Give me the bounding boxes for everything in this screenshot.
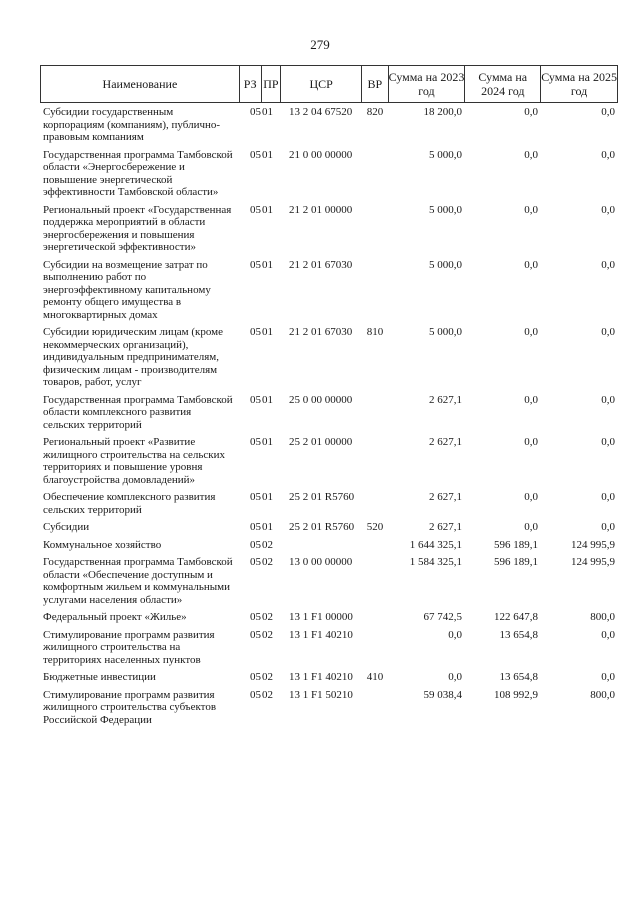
row-sum-2024: 0,0: [524, 258, 538, 271]
row-vr: [362, 611, 388, 624]
row-sum-2023: 0,0: [448, 628, 462, 641]
page-number: 279: [310, 37, 330, 52]
row-csr: 21 0 00 00000: [289, 148, 353, 161]
row-csr: 25 2 01 R5760: [289, 521, 355, 533]
row-sum-2024: 13 654,8: [499, 628, 538, 641]
row-sum-2024: 0,0: [524, 521, 538, 533]
row-sum-2025: 800,0: [590, 611, 615, 623]
row-vr: [362, 394, 388, 432]
header-vr: ВР: [361, 66, 388, 102]
header-pr: ПР: [261, 66, 281, 102]
table-row: [40, 149, 618, 199]
table-row: [40, 259, 618, 322]
row-sum-2025: 0,0: [601, 393, 615, 406]
row-csr: 13 1 F1 50210: [289, 688, 353, 701]
row-name: Федеральный проект «Жилье»: [43, 611, 187, 623]
header-name: Наименование: [40, 66, 239, 102]
row-sum-2024: 108 992,9: [494, 688, 538, 701]
row-sum-2023: 2 627,1: [429, 521, 462, 533]
row-csr: 21 2 01 00000: [289, 203, 353, 216]
row-sum-2025: 0,0: [601, 436, 615, 448]
row-vr: 410: [366, 671, 384, 683]
row-pr: 02: [262, 611, 273, 623]
row-vr: [362, 436, 388, 486]
row-sum-2024: 0,0: [524, 148, 538, 161]
table-row: [40, 521, 618, 534]
table-header: [40, 65, 618, 103]
row-sum-2024: 596 189,1: [494, 556, 538, 568]
row-rz: 05: [250, 538, 261, 551]
row-sum-2025: 0,0: [601, 671, 615, 683]
row-name: Коммунальное хозяйство: [43, 538, 162, 551]
row-rz: 05: [250, 148, 261, 161]
row-sum-2025: 0,0: [601, 258, 615, 271]
row-name: Бюджетные инвестиции: [43, 671, 156, 683]
table-row: [40, 394, 618, 432]
header-sum-2023: Сумма на 2023 год: [388, 66, 465, 102]
row-csr: 25 0 00 00000: [289, 393, 353, 406]
row-vr: [362, 149, 388, 199]
row-csr: 13 1 F1 40210: [289, 671, 353, 683]
row-csr: 25 2 01 00000: [289, 436, 353, 448]
row-sum-2024: 0,0: [524, 436, 538, 448]
table-row: [40, 491, 618, 516]
row-csr: 25 2 01 R5760: [289, 491, 355, 503]
row-csr: 13 1 F1 40210: [289, 628, 353, 641]
row-pr: 01: [262, 258, 273, 271]
row-rz: 05: [250, 556, 261, 568]
row-rz: 05: [250, 436, 261, 448]
table-body: [40, 106, 618, 726]
row-rz: 05: [250, 611, 261, 623]
row-rz: 05: [250, 106, 261, 118]
row-vr: [362, 556, 388, 606]
row-sum-2023: 2 627,1: [429, 436, 462, 448]
row-sum-2023: 2 627,1: [429, 491, 462, 503]
table-row: [40, 326, 618, 389]
table-row: [40, 611, 618, 624]
row-vr: [362, 539, 388, 552]
table-row: [40, 689, 618, 727]
row-rz: 05: [250, 491, 261, 503]
row-rz: 05: [250, 688, 261, 701]
row-sum-2023: 5 000,0: [429, 148, 462, 161]
row-csr: 21 2 01 67030: [289, 258, 353, 271]
row-sum-2023: 5 000,0: [429, 326, 462, 338]
row-sum-2024: 0,0: [524, 203, 538, 216]
row-vr: [362, 629, 388, 667]
row-csr: 13 2 04 67520: [289, 106, 353, 118]
row-vr: [362, 689, 388, 727]
row-sum-2024: 0,0: [524, 393, 538, 406]
row-sum-2024: 0,0: [524, 491, 538, 503]
table-row: [40, 106, 618, 144]
row-name: Региональный проект «Развитие жилищного строительства на сельских территориях и повышение уровня благоустройства домовладений»: [43, 436, 226, 486]
row-name: Стимулирование программ развития жилищного строительства субъектов Российской Федерации: [43, 688, 217, 726]
row-pr: 01: [262, 521, 273, 533]
row-sum-2025: 0,0: [601, 491, 615, 503]
row-sum-2024: 0,0: [524, 326, 538, 338]
row-sum-2023: 5 000,0: [429, 203, 462, 216]
row-sum-2025: 800,0: [590, 688, 615, 701]
row-sum-2023: 2 627,1: [429, 393, 462, 406]
row-sum-2025: 124 995,9: [571, 556, 615, 568]
row-sum-2023: 67 742,5: [423, 611, 462, 623]
row-name: Государственная программа Тамбовской области «Энергосбережение и повышение энергетической эффективности Тамбовской области»: [43, 148, 233, 198]
row-sum-2023: 5 000,0: [429, 258, 462, 271]
row-sum-2025: 0,0: [601, 521, 615, 533]
row-pr: 01: [262, 148, 273, 161]
header-rz: РЗ: [239, 66, 261, 102]
row-name: Региональный проект «Государственная поддержка мероприятий в области энергосбережения и повышения энергетической эффективности»: [43, 203, 232, 253]
table-row: [40, 556, 618, 606]
row-name: Стимулирование программ развития жилищного строительства на территориях населенных пунктов: [43, 628, 215, 666]
table-row: [40, 629, 618, 667]
row-sum-2024: 0,0: [524, 106, 538, 118]
row-rz: 05: [250, 258, 261, 271]
table-row: [40, 671, 618, 684]
row-sum-2024: 122 647,8: [494, 611, 538, 623]
row-sum-2025: 0,0: [601, 148, 615, 161]
row-vr: [362, 491, 388, 516]
row-name: Субсидии государственным корпорациям (компаниям), публично-правовым компаниям: [43, 106, 221, 143]
table-row: [40, 436, 618, 486]
row-sum-2024: 596 189,1: [494, 538, 538, 551]
row-rz: 05: [250, 203, 261, 216]
header-sum-2025: Сумма на 2025 год: [540, 66, 618, 102]
row-pr: 02: [262, 688, 273, 701]
row-name: Субсидии юридическим лицам (кроме некоммерческих организаций), индивидуальным предпринимателям, физическим лицам - производителям товаров, работ, услуг: [43, 326, 224, 388]
row-rz: 05: [250, 393, 261, 406]
row-name: Субсидии на возмещение затрат по выполнению работ по энергоэффективному капитальному ремонту общего имущества в многоквартирных домах: [43, 258, 211, 321]
row-pr: 02: [262, 556, 273, 568]
table-row: [40, 204, 618, 254]
row-sum-2025: 0,0: [601, 326, 615, 338]
row-vr: [362, 204, 388, 254]
row-pr: 01: [262, 436, 273, 448]
budget-table: [40, 65, 618, 726]
row-rz: 05: [250, 521, 261, 533]
row-sum-2023: 18 200,0: [423, 106, 462, 118]
row-csr: [281, 539, 362, 552]
row-sum-2023: 0,0: [448, 671, 462, 683]
row-csr: 13 0 00 00000: [289, 556, 353, 568]
row-sum-2023: 1 644 325,1: [409, 538, 462, 551]
row-csr: 21 2 01 67030: [289, 326, 353, 338]
row-pr: 02: [262, 628, 273, 641]
row-name: Обеспечение комплексного развития сельских территорий: [43, 491, 216, 516]
header-sum-2024: Сумма на 2024 год: [464, 66, 540, 102]
row-pr: 01: [262, 106, 273, 118]
row-name: Субсидии: [43, 521, 90, 533]
header-csr: ЦСР: [280, 66, 361, 102]
row-vr: 820: [366, 106, 384, 118]
row-vr: 520: [366, 521, 384, 533]
row-pr: 01: [262, 491, 273, 503]
row-csr: 13 1 F1 00000: [289, 611, 353, 623]
row-sum-2025: 124 995,9: [571, 538, 615, 551]
row-name: Государственная программа Тамбовской области «Обеспечение доступным и комфортным жильем и коммунальными услугами населения области»: [43, 556, 233, 606]
row-sum-2023: 1 584 325,1: [409, 556, 462, 568]
row-pr: 01: [262, 326, 273, 338]
row-pr: 01: [262, 203, 273, 216]
row-pr: 02: [262, 671, 273, 683]
table-row: [40, 539, 618, 552]
row-vr: [362, 259, 388, 322]
row-rz: 05: [250, 671, 261, 683]
row-name: Государственная программа Тамбовской области комплексного развития сельских территорий: [43, 393, 233, 431]
row-pr: 02: [262, 538, 273, 551]
row-vr: 810: [366, 326, 384, 338]
row-sum-2025: 0,0: [601, 628, 615, 641]
row-sum-2025: 0,0: [601, 106, 615, 118]
row-pr: 01: [262, 393, 273, 406]
row-sum-2023: 59 038,4: [423, 688, 462, 701]
row-rz: 05: [250, 326, 261, 338]
row-sum-2025: 0,0: [601, 203, 615, 216]
row-sum-2024: 13 654,8: [499, 671, 538, 683]
row-rz: 05: [250, 628, 261, 641]
